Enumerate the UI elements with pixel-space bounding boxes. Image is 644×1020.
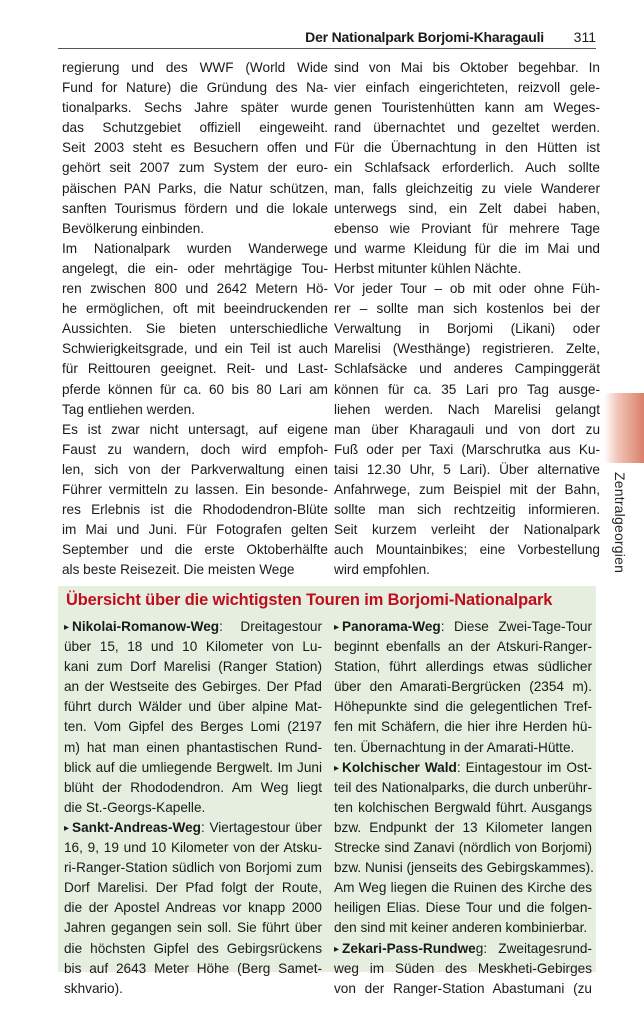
tour-text-line: Strecke sind Zanavi (nördlich von Borjomi) [334,840,592,856]
page-number: 311 [573,29,596,45]
text-line: man, falls gleichzeitig zu viele Wanderer [334,180,600,196]
text-line: Marelisi (Westhänge) registrieren. Zelte, [334,341,600,357]
tour-text-line: Station, führt allerdings etwas südlicher [334,659,592,675]
bullet-triangle-icon: ▸ [64,822,70,834]
info-box-title: Übersicht über die wichtigsten Touren im Borjomi-Nationalpark [66,591,553,609]
text-line: genen Touristenhütten kann am Weges- [334,100,600,116]
text-line: ein Schlafsack erforderlich. Auch sollte [334,160,600,176]
tour-text-line: ten. Übernachtung in der Amarati-Hütte. [334,739,575,755]
text-line: Anfahrwege, zum Beispiel mit der Bahn, [334,481,600,497]
text-line: päischen PAN Parks, die Natur schützen, [62,180,328,196]
tour-text-line: skhvario). [64,980,123,996]
tour-text-line: an der Westseite des Gebirges. Der Pfad [64,679,322,695]
tour-name-suffix: g [475,940,484,956]
text-line: regierung und des WWF (World Wide [62,60,328,75]
tour-text-line: ri-Ranger-Station südlich von Borjomi zum [64,860,322,876]
text-line: vier einfach eingerichteten, reizvoll gele- [334,80,600,96]
tour-text-line: fen mit Schäfern, die hier ihre Herden hü- [334,719,592,735]
text-line: Es ist zwar nicht untersagt, auf eigene [62,421,328,437]
tour-summary: : Eintagestour im Ost- [456,759,592,775]
text-line: ren zwischen 800 und 2642 Metern Hö- [62,281,328,297]
text-line: len, sich von der Parkverwaltung einen [62,461,328,477]
text-line: das Schutzgebiet offiziell eingeweiht. [62,120,328,136]
tour-text-line: die höchsten Gipfel des Gebirgsrückens [64,940,322,956]
tour-text-line: Höhepunkte sind die gelegentlichen Tref- [334,699,592,715]
tour-text-line: beginnt ebenfalls an der Atskuri-Ranger- [334,639,592,655]
text-line: wird empfohlen. [334,562,430,578]
info-box-right-column [334,617,592,999]
bullet-triangle-icon: ▸ [334,622,340,633]
tour-text-line: ten. Vom Gipfel des Berges Lomi (2197 [64,719,322,735]
tour-name: Zekari-Pass-Rundwe [342,940,476,956]
tour-text-line: heiligen Elias. Diese Tour und die folgen- [334,900,592,916]
text-line: können für ca. 35 Lari pro Tag ausge- [334,381,600,397]
text-line: Schlafsäcke und anderes Campinggerät [334,361,600,377]
text-line: Für die Übernachtung in den Hütten ist [334,140,600,156]
tour-name: Sankt-Andreas-Weg [72,819,201,835]
text-line: Fuß oder per Taxi (Marschrutka aus Ku- [334,441,600,457]
tour-text-line: m) hat man einen phantastischen Rund- [64,739,322,755]
tour-text-line: ten kolchischen Bergwald führt. Ausgangs [334,799,592,815]
text-line: unterwegs sind, ein Zelt dabei haben, [334,200,600,216]
tour-text-line: weg im Süden des Meskheti-Gebirges [334,960,592,976]
right-text-column [334,58,600,580]
text-line: taisi 12.30 Uhr, 5 Lari). Über alternative [334,461,600,477]
chapter-title: Der Nationalpark Borjomi-Kharagauli [305,29,544,45]
tours-info-box [58,586,596,996]
text-line: liehen werden. Nach Marelisi gelangt [334,401,600,417]
tour-text-line: blüht der Rhododendron. Am Weg liegt [64,779,322,795]
text-line: als beste Reisezeit. Die meisten Wege [62,562,295,578]
tour-text-line: über 15, 18 und 10 Kilometer von Lu- [64,639,322,655]
tour-text-line: Jahren gegangen sein soll. Sie führt über [64,920,322,936]
tour-text-line: teil des Nationalparks, die durch unberühr- [334,779,592,795]
bullet-triangle-icon: ▸ [334,943,340,955]
text-line: für Reittouren geeignet. Reit- und Last- [62,361,328,377]
text-line: im Mai und Juni. Für Fotografen gelten [62,522,328,538]
tour-text-line: bis auf 2643 Meter Höhe (Berg Samet- [64,960,322,976]
text-line: sollte man sich rechtzeitig informieren. [334,502,600,518]
tour-text-line: blick auf die umliegende Bergwelt. Im Juni [64,759,322,775]
text-line: gehört seit 2007 zum System der euro- [62,160,328,176]
tour-text-line: von der Ranger-Station Abastumani (zu [334,980,592,996]
tour-text-line: Dorf Marelisi. Der Pfad folgt der Route, [64,880,322,896]
text-line: Verwaltung in Borjomi (Likani) oder [334,321,600,337]
tour-text-line: kani zum Dorf Marelisi (Ranger Station) [64,659,322,675]
tour-text-line: Am Weg liegen die Ruinen des Kirche des [334,880,592,896]
tour-name: Nikolai-Romanow-Weg [72,619,220,634]
text-line: Seit kurzem verleiht der Nationalpark [334,522,600,538]
left-text-column [62,58,328,580]
tour-text-line: über den Amarati-Bergrücken (2354 m). [334,679,592,695]
tour-text-line: 16, 9, 19 und 10 Kilometer von der Atsku- [64,840,322,856]
tour-summary: : Viertagestour über [200,819,322,835]
text-line: pferde können für ca. 60 bis 80 Lari am [62,381,328,397]
text-line: auch Mountainbikes; eine Vorbestellung [334,542,600,558]
text-line: sind von Mai bis Oktober begehbar. In [334,60,600,75]
text-line: September und die erste Oktoberhälfte [62,542,328,558]
tour-heading-line [334,939,592,959]
tour-text-line: führt durch Wälder und über alpine Mat- [64,699,322,715]
tour-text-line: die der Apostel Andreas vor knapp 2000 [64,900,322,916]
text-line: man über Kharagauli und von dort zu [334,421,600,437]
bullet-triangle-icon: ▸ [64,622,70,633]
text-line: Bevölkerung einbinden. [62,220,205,236]
text-line: Führer vermitteln zu lassen. Ein besonde- [62,481,328,497]
tour-name: Kolchischer Wald [342,759,457,775]
tour-summary: : Diese Zwei-Tage-Tour [440,619,592,634]
text-line: Im Nationalpark wurden Wanderwege [62,240,328,256]
text-line: und warme Kleidung für die im Mai und [334,240,600,256]
info-box-left-column [64,617,322,999]
tour-heading-line [64,617,322,637]
text-line: Seit 2003 steht es Besuchern offen und [62,140,328,156]
text-line: Faust zu wandern, doch wird empfoh- [62,441,328,457]
tour-heading-line [64,818,322,838]
tour-text-line: bzw. Endpunkt der 13 Kilometer langen [334,819,592,835]
text-line: rer – sollte man sich kostenlos bei der [334,301,600,317]
text-line: Herbst mitunter kühlen Nächte. [334,260,522,276]
chapter-thumb-label: Zentralgeorgien [612,472,628,574]
tour-text-line: bzw. Nunisi (jenseits des Gebirgskammes). [334,860,594,876]
tour-text-line: die St.-Georgs-Kapelle. [64,799,206,815]
text-line: Schwierigkeitsgrade, und ein Teil ist auch [62,341,328,357]
text-line: rand übernachtet und gezeltet werden. [334,120,600,136]
text-line: Tag entliehen werden. [62,401,196,417]
tour-summary: : Dreitagestour [219,619,322,634]
text-line: tionalparks. Sechs Jahre später wurde [62,100,328,116]
text-line: Aussichten. Sie bieten unterschiedliche [62,321,328,337]
tour-name: Panorama-Weg [342,619,441,634]
text-line: Fund for Nature) die Gründung des Na- [62,80,328,96]
tour-heading-line [334,617,592,637]
text-line: angelegt, die ein- oder mehrtägige Tou- [62,260,328,276]
tour-text-line: den sind mit keiner anderen kombinierbar. [334,920,588,936]
tour-heading-line [334,758,592,778]
running-header [58,28,596,49]
text-line: res Erlebnis ist die Rhododendron-Blüte [62,502,328,518]
text-line: sanften Tourismus fördern und die lokale [62,200,328,216]
tour-summary: : Zweitagesrund- [483,940,592,956]
text-line: Vor jeder Tour – ob mit oder ohne Füh- [334,281,600,297]
bullet-triangle-icon: ▸ [334,762,340,774]
chapter-thumb-tab [604,393,644,463]
text-line: ebenso wie Proviant für mehrere Tage [334,220,600,236]
text-line: he ermöglichen, oft mit beeindruckenden [62,301,328,317]
